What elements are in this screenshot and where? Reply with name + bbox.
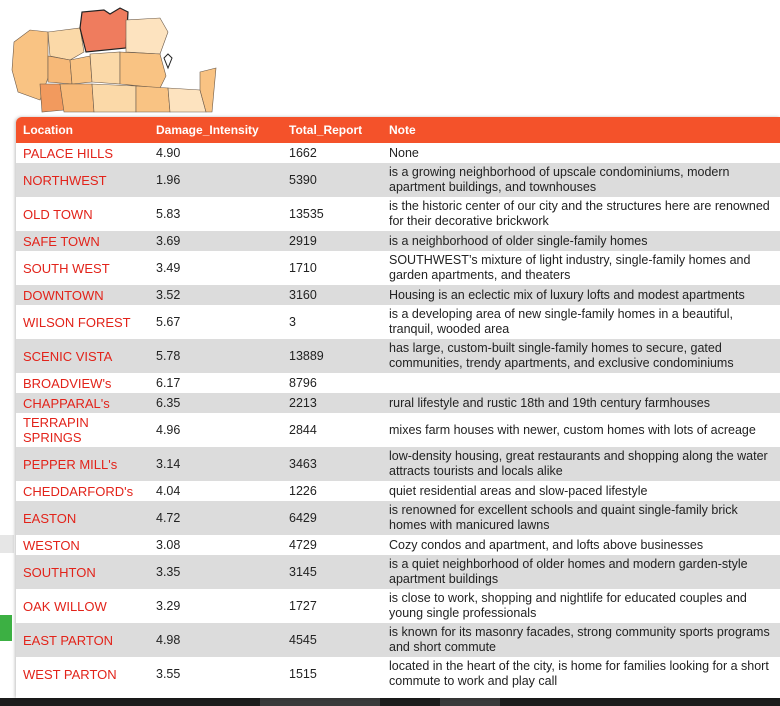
cell-note: rural lifestyle and rustic 18th and 19th century farmhouses — [389, 395, 711, 410]
cell-note: None — [389, 145, 419, 160]
cell-location: EASTON — [23, 510, 77, 526]
cell-total-report: 1515 — [289, 666, 317, 681]
table-row[interactable] — [16, 589, 780, 623]
cell-damage-intensity: 3.69 — [156, 233, 181, 248]
table-row[interactable] — [16, 231, 780, 251]
cell-total-report: 1710 — [289, 260, 317, 275]
table-header-row — [16, 117, 780, 143]
cell-note: is a growing neighborhood of upscale condominiums, modern apartment buildings, and townhouses — [389, 165, 730, 194]
cell-note: Cozy condos and apartment, and lofts above businesses — [389, 537, 704, 552]
table-row[interactable] — [16, 413, 780, 447]
map-graphic — [0, 0, 240, 120]
cell-damage-intensity: 4.90 — [156, 145, 181, 160]
cell-note — [382, 373, 780, 393]
cell-location: SOUTHTON — [23, 564, 96, 580]
table-row[interactable] — [16, 339, 780, 373]
cell-location: DOWNTOWN — [23, 287, 104, 303]
table-row[interactable] — [16, 373, 780, 393]
cell-damage-intensity: 5.78 — [156, 348, 181, 363]
table-row[interactable] — [16, 305, 780, 339]
cell-location: SOUTH WEST — [23, 260, 110, 276]
cell-note: is known for its masonry facades, strong community sports programs and short commute — [389, 625, 770, 654]
cell-damage-intensity: 1.96 — [156, 172, 181, 187]
cell-note: SOUTHWEST’s mixture of light industry, single-family homes and garden apartments, and theaters — [389, 253, 751, 282]
cell-note: mixes farm houses with newer, custom homes with lots of acreage — [389, 422, 756, 437]
cell-damage-intensity: 4.96 — [156, 422, 181, 437]
column-header-total-report[interactable]: Total_Report — [289, 123, 363, 137]
cell-total-report: 2213 — [289, 395, 317, 410]
cell-total-report: 3463 — [289, 456, 317, 471]
cell-total-report: 4729 — [289, 537, 317, 552]
cell-location: CHAPPARAL's — [23, 395, 110, 411]
cell-location: SAFE TOWN — [23, 233, 100, 249]
cell-location: WILSON FOREST — [23, 314, 131, 330]
cell-note: is close to work, shopping and nightlife for educated couples and young single professionals — [389, 591, 747, 620]
table-row[interactable] — [16, 285, 780, 305]
attribute-table — [16, 117, 780, 691]
cell-note: located in the heart of the city, is home for families looking for a short commute to work and play call — [389, 659, 769, 688]
cell-damage-intensity: 4.72 — [156, 510, 181, 525]
table-row[interactable] — [16, 197, 780, 231]
table-row[interactable] — [16, 251, 780, 285]
table-row[interactable] — [16, 393, 780, 413]
cell-location: SCENIC VISTA — [23, 348, 113, 364]
column-header-location[interactable]: Location — [23, 123, 73, 137]
cell-damage-intensity: 6.35 — [156, 395, 181, 410]
neighborhood-map[interactable] — [0, 0, 240, 120]
table-row[interactable] — [16, 657, 780, 691]
table-row[interactable] — [16, 143, 780, 163]
table-row[interactable] — [16, 555, 780, 589]
cell-damage-intensity: 6.17 — [156, 375, 181, 390]
table-row[interactable] — [16, 447, 780, 481]
cell-damage-intensity: 3.35 — [156, 564, 181, 579]
table-row[interactable] — [16, 501, 780, 535]
cell-damage-intensity: 4.98 — [156, 632, 181, 647]
attribute-table-popup[interactable] — [16, 117, 780, 698]
cell-location: EAST PARTON — [23, 632, 114, 648]
cell-total-report: 2844 — [289, 422, 317, 437]
cell-location: WESTON — [23, 537, 80, 553]
table-row[interactable] — [16, 623, 780, 657]
cell-total-report: 2919 — [289, 233, 317, 248]
cell-location: WEST PARTON — [23, 666, 117, 682]
cell-note: Housing is an eclectic mix of luxury lofts and modest apartments — [389, 287, 745, 302]
cell-location: OLD TOWN — [23, 206, 93, 222]
cell-note: is a neighborhood of older single-family homes — [389, 233, 648, 248]
cell-note: is renowned for excellent schools and quaint single-family brick homes with manicured lawns — [389, 503, 738, 532]
cell-location: NORTHWEST — [23, 172, 107, 188]
taskbar-segment — [260, 698, 380, 706]
cell-damage-intensity: 3.14 — [156, 456, 181, 471]
cell-damage-intensity: 5.83 — [156, 206, 181, 221]
background-panel-fragment — [0, 535, 14, 553]
cell-location: TERRAPIN SPRINGS — [23, 415, 89, 445]
cell-total-report: 3145 — [289, 564, 317, 579]
table-row[interactable] — [16, 163, 780, 197]
cell-damage-intensity: 3.49 — [156, 260, 181, 275]
cell-total-report: 3 — [289, 314, 296, 329]
column-header-damage-intensity[interactable]: Damage_Intensity — [156, 123, 259, 137]
cell-damage-intensity: 3.52 — [156, 287, 181, 302]
cell-total-report: 1662 — [289, 145, 317, 160]
cell-total-report: 1226 — [289, 483, 317, 498]
column-header-note[interactable]: Note — [389, 123, 416, 137]
taskbar-segment — [440, 698, 500, 706]
cell-location: OAK WILLOW — [23, 598, 107, 614]
table-row[interactable] — [16, 535, 780, 555]
table-row[interactable] — [16, 481, 780, 501]
cell-note: quiet residential areas and slow-paced lifestyle — [389, 483, 648, 498]
cell-total-report: 13535 — [289, 206, 324, 221]
cell-total-report: 8796 — [289, 375, 317, 390]
cell-note: is the historic center of our city and the structures here are renowned for their decorative brickwork — [389, 199, 770, 228]
cell-damage-intensity: 3.55 — [156, 666, 181, 681]
cell-damage-intensity: 3.08 — [156, 537, 181, 552]
cell-location: CHEDDARFORD's — [23, 483, 134, 499]
taskbar — [0, 698, 780, 706]
cell-note: is a quiet neighborhood of older homes and modern garden-style apartment buildings — [389, 557, 748, 586]
cell-total-report: 3160 — [289, 287, 317, 302]
cell-location: PEPPER MILL's — [23, 456, 118, 472]
cell-damage-intensity: 5.67 — [156, 314, 181, 329]
cell-total-report: 4545 — [289, 632, 317, 647]
cell-damage-intensity: 4.04 — [156, 483, 181, 498]
cell-damage-intensity: 3.29 — [156, 598, 181, 613]
cell-total-report: 6429 — [289, 510, 317, 525]
background-button-fragment — [0, 615, 12, 641]
cell-location: BROADVIEW's — [23, 375, 112, 391]
cell-note: has large, custom-built single-family homes to secure, gated communities, trendy apartments, and exclusive condominiums — [389, 341, 734, 370]
cell-total-report: 13889 — [289, 348, 324, 363]
cell-total-report: 1727 — [289, 598, 317, 613]
cell-total-report: 5390 — [289, 172, 317, 187]
cell-location: PALACE HILLS — [23, 145, 114, 161]
cell-note: is a developing area of new single-family homes in a beautiful, tranquil, wooded area — [389, 307, 733, 336]
cell-note: low-density housing, great restaurants and shopping along the water attracts tourists and locals alike — [389, 449, 768, 478]
